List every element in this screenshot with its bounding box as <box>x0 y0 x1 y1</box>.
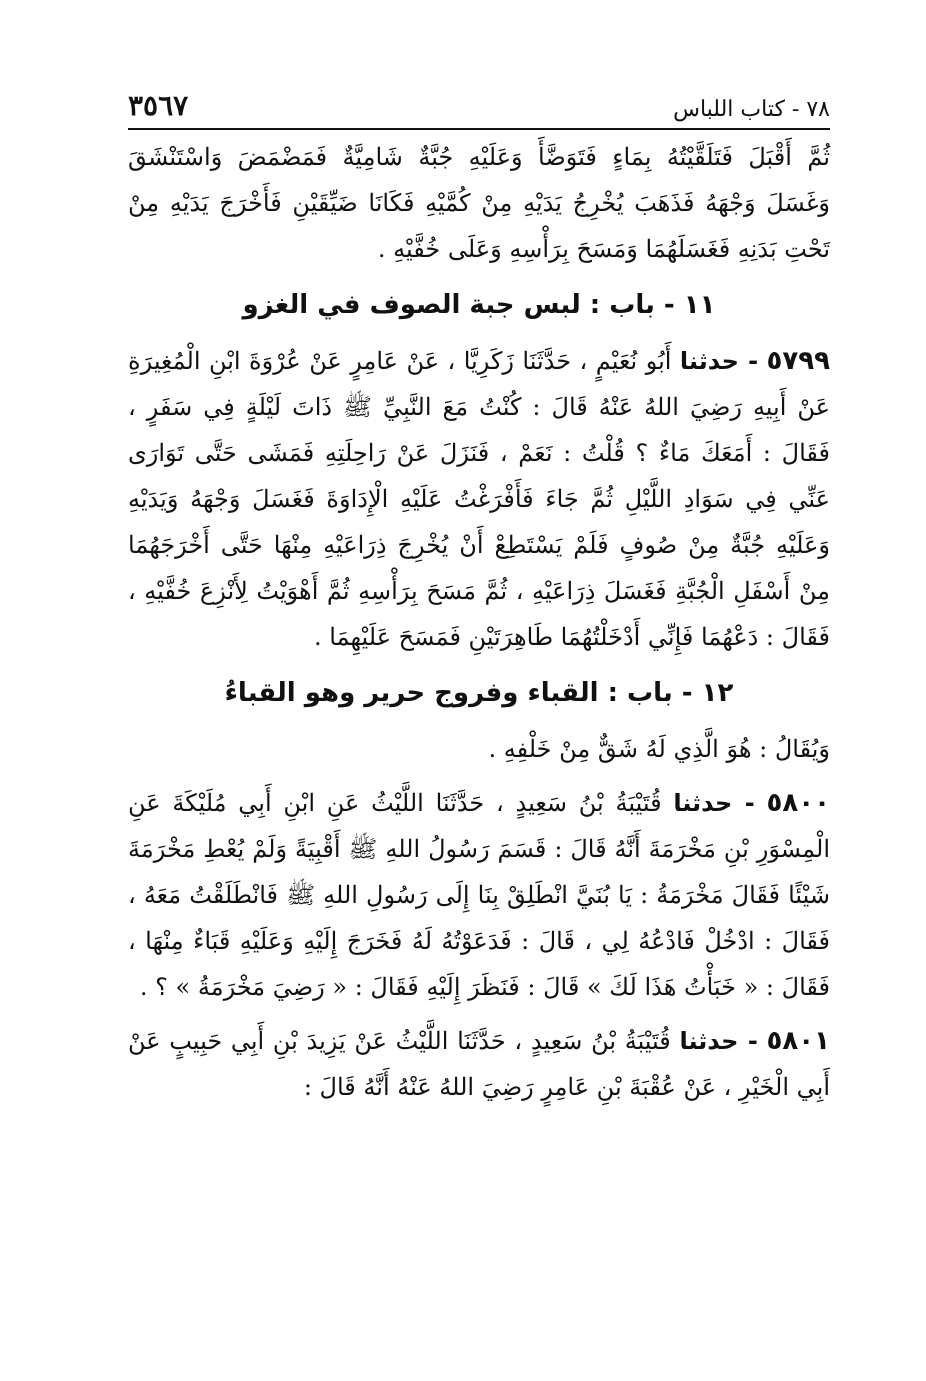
hadith-5800 <box>128 780 830 1010</box>
hadith-text: أَبُو نُعَيْمٍ ، حَدَّثَنَا زَكَرِيَّا ، عَنْ عَامِرٍ عَنْ عُرْوَةَ ابْنِ الْمُغِيرَةِ عَنْ أَبِيهِ رَضِيَ اللهُ عَنْهُ قَالَ : كُنْتُ مَعَ النَّبِيِّ ﷺ ذَاتَ لَيْلَةٍ فِي سَفَرٍ ، فَقَالَ : أَمَعَكَ مَاءٌ ؟ قُلْتُ : نَعَمْ ، فَنَزَلَ عَنْ رَاحِلَتِهِ فَمَشَى حَتَّى تَوَارَى عَنِّي فِي سَوَادِ اللَّيْلِ ثُمَّ جَاءَ فَأَفْرَغْتُ عَلَيْهِ الْإِدَاوَةَ فَغَسَلَ وَجْهَهُ وَيَدَيْهِ وَعَلَيْهِ جُبَّةٌ مِنْ صُوفٍ فَلَمْ يَسْتَطِعْ أَنْ يُخْرِجَ ذِرَاعَيْهِ مِنْهَا حَتَّى أَخْرَجَهُمَا مِنْ أَسْفَلِ الْجُبَّةِ فَغَسَلَ ذِرَاعَيْهِ ، ثُمَّ مَسَحَ بِرَأْسِهِ ثُمَّ أَهْوَيْتُ لِأَنْزِعَ خُفَّيْهِ ، فَقَالَ : دَعْهُمَا فَإِنِّي أَدْخَلْتُهُمَا طَاهِرَتَيْنِ فَمَسَحَ عَلَيْهِمَا . <box>128 347 830 651</box>
hadith-5801 <box>128 1018 830 1110</box>
hadith-5799 <box>128 338 830 660</box>
page-body <box>128 134 830 1351</box>
hadith-text: قُتَيْبَةُ بْنُ سَعِيدٍ ، حَدَّثَنَا اللَّيْثُ عَنْ يَزِيدَ بْنِ أَبِي حَبِيبٍ عَنْ أَبِي الْخَيْرِ ، عَنْ عُقْبَةَ بْنِ عَامِرٍ رَضِيَ اللهُ عَنْهُ أَنَّهُ قَالَ : <box>128 1027 830 1101</box>
page-number: ٣٥٦٧ <box>128 89 189 122</box>
section-12-note: وَيُقَالُ : هُوَ الَّذِي لَهُ شَقٌّ مِنْ خَلْفِهِ . <box>488 735 830 763</box>
chapter-title: ٧٨ - كتاب اللباس <box>673 97 830 122</box>
hadith-number: ٥٨٠١ <box>766 1026 830 1056</box>
hadith-haddathana: - حدثنا <box>673 789 755 817</box>
hadith-haddathana: - حدثنا <box>679 1027 758 1055</box>
hadith-haddathana: - حدثنا <box>679 347 759 375</box>
hadith-number: ٥٧٩٩ <box>766 346 831 376</box>
section-11-heading: ١١ - باب : لبس جبة الصوف في الغزو <box>242 290 716 320</box>
hadith-number: ٥٨٠٠ <box>766 788 831 818</box>
opening-paragraph: ثُمَّ أَقْبَلَ فَتَلَقَّيْتُهُ بِمَاءٍ فَتَوَضَّأَ وَعَلَيْهِ جُبَّةٌ شَامِيَّةٌ فَمَضْمَضَ وَاسْتَنْشَقَ وَغَسَلَ وَجْهَهُ فَذَهَبَ يُخْرِجُ يَدَيْهِ مِنْ كُمَّيْهِ فَكَانَا ضَيِّقَيْنِ فَأَخْرَجَ يَدَيْهِ مِنْ تَحْتِ بَدَنِهِ فَغَسَلَهُمَا وَمَسَحَ بِرَأْسِهِ وَعَلَى خُفَّيْهِ . <box>128 143 830 263</box>
section-12-heading: ١٢ - باب : القباء وفروج حرير وهو القباءُ <box>224 678 734 708</box>
hadith-text: قُتَيْبَةُ بْنُ سَعِيدٍ ، حَدَّثَنَا اللَّيْثُ عَنِ ابْنِ أَبِي مُلَيْكَةَ عَنِ الْمِسْوَرِ بْنِ مَخْرَمَةَ أَنَّهُ قَالَ : قَسَمَ رَسُولُ اللهِ ﷺ أَقْبِيَةً وَلَمْ يُعْطِ مَخْرَمَةَ شَيْئًا فَقَالَ مَخْرَمَةُ : يَا بُنَيَّ انْطَلِقْ بِنَا إِلَى رَسُولِ اللهِ ﷺ فَانْطَلَقْتُ مَعَهُ ، فَقَالَ : ادْخُلْ فَادْعُهُ لِي ، قَالَ : فَدَعَوْتُهُ لَهُ فَخَرَجَ إِلَيْهِ وَعَلَيْهِ قَبَاءٌ مِنْهَا ، فَقَالَ : « خَبَأْتُ هَذَا لَكَ » قَالَ : فَنَظَرَ إِلَيْهِ فَقَالَ : « رَضِيَ مَخْرَمَةُ » ؟ . <box>128 789 830 1001</box>
header-rule <box>128 128 830 130</box>
page-header <box>128 82 830 122</box>
